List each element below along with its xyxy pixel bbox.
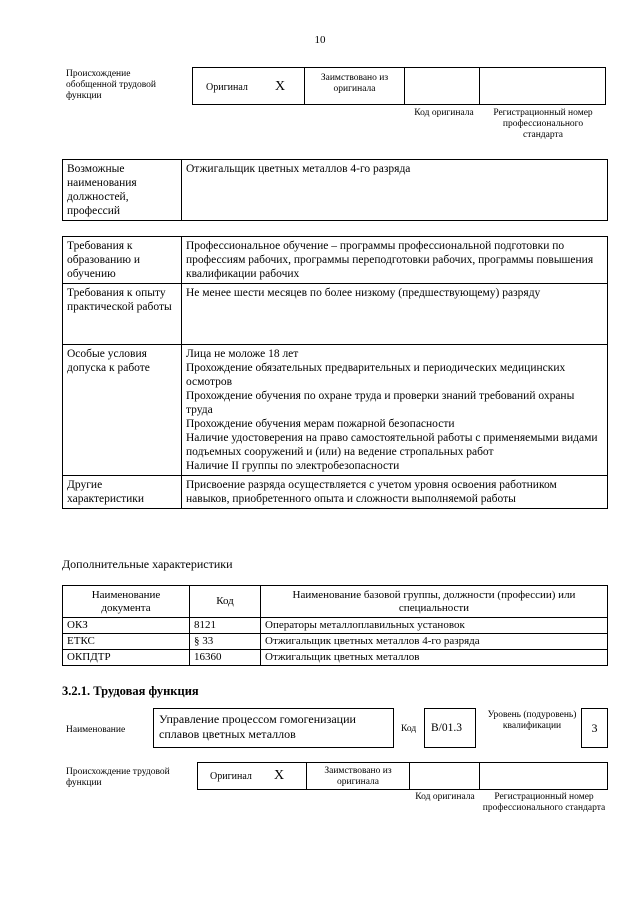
original-code-cell <box>409 762 480 790</box>
positions-label: Возможные наименования должностей, профессий <box>63 160 182 221</box>
group-cell: Отжигальщик цветных металлов 4-го разряда <box>261 634 608 650</box>
original-mark: X <box>275 79 286 94</box>
table-row <box>63 618 608 634</box>
experience-label: Требования к опыту практической работы <box>63 284 182 345</box>
code-caption: Код оригинала <box>414 108 474 118</box>
reg-number-cell <box>479 67 606 105</box>
condition-item: Наличие II группы по электробезопасности <box>186 460 400 472</box>
education-label: Требования к образованию и обучению <box>63 237 182 284</box>
function-name-value: Управление процессом гомогенизации сплавов цветных металлов <box>153 708 394 748</box>
origin-label: Происхождение обобщенной трудовой функции <box>66 69 156 101</box>
conditions-value <box>182 345 608 476</box>
additional-table <box>62 585 608 666</box>
condition-item: Лица не моложе 18 лет <box>186 348 299 360</box>
original-code-cell <box>404 67 480 105</box>
header-document: Наименование документа <box>63 586 190 618</box>
experience-value: Не менее шести месяцев по более низкому (предшествующему) разряду <box>182 284 608 345</box>
original-mark: X <box>274 768 285 783</box>
condition-item: Наличие удостоверения на право самостоятельной работы с применяемыми видами подъемных сооружений и (или) на ведение стропальных работ <box>186 432 598 458</box>
original-cell <box>197 762 307 790</box>
code-cell: 8121 <box>190 618 261 634</box>
function-code-label: Код <box>401 724 417 734</box>
borrowed-cell: Заимствовано из оригинала <box>306 762 410 790</box>
borrowed-cell: Заимствовано из оригинала <box>304 67 405 105</box>
positions-value: Отжигальщик цветных металлов 4-го разряда <box>182 160 608 221</box>
other-value: Присвоение разряда осуществляется с учетом уровня освоения работником навыков, приобретенного опыта и сложности выполняемой работы <box>182 476 608 509</box>
positions-table <box>62 159 608 221</box>
table-row <box>63 650 608 666</box>
group-cell: Операторы металлоплавильных установок <box>261 618 608 634</box>
level-label: Уровень (подуровень) квалификации <box>487 710 577 731</box>
additional-title: Дополнительные характеристики <box>62 557 233 571</box>
doc-cell: ОКПДТР <box>63 650 190 666</box>
header-code: Код <box>190 586 261 618</box>
condition-item: Прохождение обучения мерам пожарной безопасности <box>186 418 455 430</box>
reg-caption: Регистрационный номер профессионального стандарта <box>493 108 593 140</box>
condition-item: Прохождение обязательных предварительных и периодических медицинских осмотров <box>186 362 566 388</box>
header-group: Наименование базовой группы, должности (профессии) или специальности <box>261 586 608 618</box>
original-label: Оригинал <box>206 82 248 93</box>
function-code-value: B/01.3 <box>424 708 476 748</box>
table-row <box>63 634 608 650</box>
conditions-label: Особые условия допуска к работе <box>63 345 182 476</box>
requirements-table <box>62 236 608 509</box>
original-label: Оригинал <box>210 771 252 782</box>
condition-item: Прохождение обучения по охране труда и проверки знаний требований охраны труда <box>186 390 575 416</box>
code-cell: § 33 <box>190 634 261 650</box>
code-caption: Код оригинала <box>415 792 475 802</box>
function-name-label: Наименование <box>66 725 126 735</box>
education-value: Профессиональное обучение – программы профессиональной подготовки по профессиям рабочих, программы переподготовки рабочих, программы повышения квалификации рабочих <box>182 237 608 284</box>
origin-label: Происхождение трудовой функции <box>66 767 170 788</box>
other-label: Другие характеристики <box>63 476 182 509</box>
original-cell <box>192 67 305 105</box>
code-cell: 16360 <box>190 650 261 666</box>
function-heading: 3.2.1. Трудовая функция <box>62 684 199 698</box>
doc-cell: ОКЗ <box>63 618 190 634</box>
group-cell: Отжигальщик цветных металлов <box>261 650 608 666</box>
reg-caption: Регистрационный номер профессионального стандарта <box>482 792 606 813</box>
level-value: 3 <box>581 708 608 748</box>
page-number: 10 <box>314 34 326 46</box>
doc-cell: ЕТКС <box>63 634 190 650</box>
reg-number-cell <box>479 762 608 790</box>
